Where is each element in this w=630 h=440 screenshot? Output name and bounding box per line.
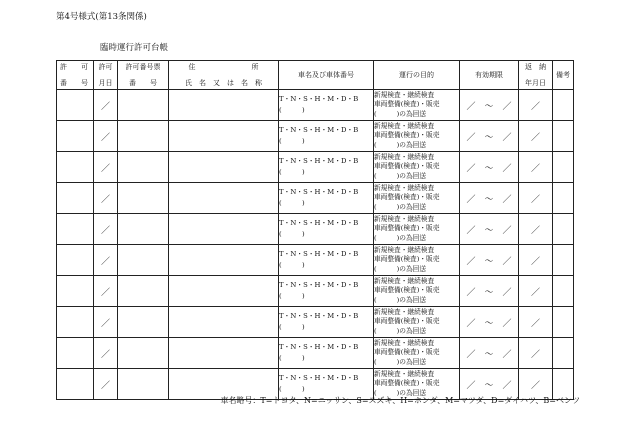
purpose-line: 車両整備(検査)・販売 <box>374 348 440 357</box>
cell-return-date[interactable]: ／ <box>519 276 553 307</box>
purpose-line: 新規検査・継続検査 <box>374 91 435 100</box>
car-paren: ( ) <box>279 292 305 300</box>
cell-validity[interactable]: ／ ～ ／ <box>460 214 519 245</box>
cell-remarks[interactable] <box>553 245 574 276</box>
car-paren: ( ) <box>279 354 305 362</box>
cell-permit-plate-number[interactable] <box>118 307 169 338</box>
purpose-line: 新規検査・継続検査 <box>374 246 435 255</box>
purpose-line: ( )の為回送 <box>374 264 427 273</box>
purpose-line: 車両整備(検査)・販売 <box>374 317 440 326</box>
purpose-line: 車両整備(検査)・販売 <box>374 255 440 264</box>
purpose-line: ( )の為回送 <box>374 357 427 366</box>
car-paren: ( ) <box>279 137 305 145</box>
car-letters: T・N・S・H・M・D・B <box>279 281 359 289</box>
table-row <box>57 338 574 369</box>
purpose-line: 車両整備(検査)・販売 <box>374 131 440 140</box>
cell-purpose[interactable] <box>374 276 460 307</box>
purpose-line: ( )の為回送 <box>374 140 427 149</box>
cell-permit-date[interactable]: ／ <box>94 245 118 276</box>
cell-return-date[interactable]: ／ <box>519 369 553 400</box>
header-validity: 有効期限 <box>460 61 519 90</box>
cell-address-name[interactable] <box>169 245 279 276</box>
cell-permit-date[interactable]: ／ <box>94 338 118 369</box>
cell-validity[interactable]: ／ ～ ／ <box>460 276 519 307</box>
car-paren: ( ) <box>279 230 305 238</box>
car-letters: T・N・S・H・M・D・B <box>279 95 359 103</box>
header-permit-date: 許可 月日 <box>94 61 118 90</box>
cell-permit-date[interactable]: ／ <box>94 307 118 338</box>
header-return-date: 返 納 年月日 <box>519 61 553 90</box>
cell-car-name-body-number[interactable] <box>279 338 374 369</box>
header-permit-number: 許 可 番 号 <box>57 61 94 90</box>
header-address-name: 住 所 氏 名 又 は 名 称 <box>169 61 279 90</box>
cell-validity[interactable]: ／ ～ ／ <box>460 245 519 276</box>
car-paren: ( ) <box>279 385 305 393</box>
purpose-line: 車両整備(検査)・販売 <box>374 100 440 109</box>
purpose-line: 車両整備(検査)・販売 <box>374 193 440 202</box>
cell-permit-number[interactable] <box>57 338 94 369</box>
cell-permit-plate-number[interactable] <box>118 338 169 369</box>
purpose-line: 新規検査・継続検査 <box>374 184 435 193</box>
cell-address-name[interactable] <box>169 307 279 338</box>
cell-permit-date[interactable]: ／ <box>94 152 118 183</box>
cell-purpose[interactable] <box>374 152 460 183</box>
cell-permit-date[interactable]: ／ <box>94 121 118 152</box>
cell-permit-number[interactable] <box>57 121 94 152</box>
cell-remarks[interactable] <box>553 338 574 369</box>
purpose-line: 新規検査・継続検査 <box>374 153 435 162</box>
cell-car-name-body-number[interactable] <box>279 183 374 214</box>
purpose-line: 車両整備(検査)・販売 <box>374 379 440 388</box>
cell-car-name-body-number[interactable] <box>279 214 374 245</box>
header-purpose: 運行の目的 <box>374 61 460 90</box>
car-letters: T・N・S・H・M・D・B <box>279 343 359 351</box>
cell-return-date[interactable]: ／ <box>519 121 553 152</box>
header-car-name-body-number: 車名及び車体番号 <box>279 61 374 90</box>
cell-address-name[interactable] <box>169 276 279 307</box>
car-letters: T・N・S・H・M・D・B <box>279 250 359 258</box>
purpose-line: 新規検査・継続検査 <box>374 308 435 317</box>
purpose-line: ( )の為回送 <box>374 295 427 304</box>
car-letters: T・N・S・H・M・D・B <box>279 157 359 165</box>
cell-purpose[interactable] <box>374 214 460 245</box>
cell-remarks[interactable] <box>553 152 574 183</box>
purpose-line: ( )の為回送 <box>374 171 427 180</box>
cell-permit-number[interactable] <box>57 152 94 183</box>
cell-car-name-body-number[interactable] <box>279 152 374 183</box>
cell-return-date[interactable]: ／ <box>519 90 553 121</box>
cell-remarks[interactable] <box>553 276 574 307</box>
cell-car-name-body-number[interactable] <box>279 121 374 152</box>
car-paren: ( ) <box>279 261 305 269</box>
table-row <box>57 121 574 152</box>
cell-permit-plate-number[interactable] <box>118 214 169 245</box>
cell-validity[interactable]: ／ ～ ／ <box>460 307 519 338</box>
table-row <box>57 245 574 276</box>
cell-permit-plate-number[interactable] <box>118 369 169 400</box>
cell-purpose[interactable] <box>374 90 460 121</box>
cell-permit-date[interactable]: ／ <box>94 183 118 214</box>
table-row <box>57 307 574 338</box>
cell-permit-plate-number[interactable] <box>118 276 169 307</box>
header-row <box>57 61 574 90</box>
cell-permit-number[interactable] <box>57 369 94 400</box>
purpose-line: ( )の為回送 <box>374 388 427 397</box>
cell-purpose[interactable] <box>374 183 460 214</box>
cell-remarks[interactable] <box>553 307 574 338</box>
purpose-line: 新規検査・継続検査 <box>374 215 435 224</box>
car-paren: ( ) <box>279 323 305 331</box>
cell-permit-plate-number[interactable] <box>118 245 169 276</box>
cell-permit-date[interactable]: ／ <box>94 369 118 400</box>
cell-validity[interactable]: ／ ～ ／ <box>460 121 519 152</box>
cell-permit-date[interactable]: ／ <box>94 90 118 121</box>
purpose-line: ( )の為回送 <box>374 202 427 211</box>
cell-car-name-body-number[interactable] <box>279 276 374 307</box>
cell-permit-plate-number[interactable] <box>118 152 169 183</box>
table-row <box>57 276 574 307</box>
purpose-line: 車両整備(検査)・販売 <box>374 286 440 295</box>
cell-validity[interactable]: ／ ～ ／ <box>460 183 519 214</box>
cell-return-date[interactable]: ／ <box>519 307 553 338</box>
cell-car-name-body-number[interactable] <box>279 307 374 338</box>
permit-ledger-table <box>56 60 574 400</box>
purpose-line: 新規検査・継続検査 <box>374 277 435 286</box>
car-abbreviation-legend: 車名略号：T=トヨタ、N=ニッサン、S=スズキ、H=ホンダ、M=マツダ、D=ダイハツ、B=ベンツ <box>220 396 580 405</box>
car-paren: ( ) <box>279 106 305 114</box>
purpose-line: 新規検査・継続検査 <box>374 339 435 348</box>
cell-return-date[interactable]: ／ <box>519 183 553 214</box>
purpose-line: 車両整備(検査)・販売 <box>374 162 440 171</box>
car-letters: T・N・S・H・M・D・B <box>279 126 359 134</box>
table-row <box>57 214 574 245</box>
cell-remarks[interactable] <box>553 183 574 214</box>
cell-address-name[interactable] <box>169 152 279 183</box>
car-letters: T・N・S・H・M・D・B <box>279 188 359 196</box>
cell-permit-plate-number[interactable] <box>118 183 169 214</box>
cell-address-name[interactable] <box>169 183 279 214</box>
cell-validity[interactable]: ／ ～ ／ <box>460 369 519 400</box>
car-letters: T・N・S・H・M・D・B <box>279 374 359 382</box>
ledger-body <box>57 90 574 400</box>
form-number: 第4号様式(第13条関係) <box>56 12 147 22</box>
car-letters: T・N・S・H・M・D・B <box>279 312 359 320</box>
cell-permit-number[interactable] <box>57 276 94 307</box>
ledger-title: 臨時運行許可台帳 <box>100 43 169 53</box>
header-permit-plate-number: 許可番号票 番 号 <box>118 61 169 90</box>
purpose-line: ( )の為回送 <box>374 233 427 242</box>
purpose-line: ( )の為回送 <box>374 109 427 118</box>
cell-permit-number[interactable] <box>57 245 94 276</box>
cell-permit-plate-number[interactable] <box>118 121 169 152</box>
purpose-line: 車両整備(検査)・販売 <box>374 224 440 233</box>
cell-purpose[interactable] <box>374 338 460 369</box>
cell-purpose[interactable] <box>374 121 460 152</box>
purpose-line: 新規検査・継続検査 <box>374 122 435 131</box>
cell-remarks[interactable] <box>553 90 574 121</box>
cell-permit-date[interactable]: ／ <box>94 276 118 307</box>
car-paren: ( ) <box>279 168 305 176</box>
cell-permit-number[interactable] <box>57 307 94 338</box>
cell-address-name[interactable] <box>169 90 279 121</box>
cell-address-name[interactable] <box>169 214 279 245</box>
cell-return-date[interactable]: ／ <box>519 152 553 183</box>
cell-permit-number[interactable] <box>57 214 94 245</box>
header-remarks: 備考 <box>553 61 574 90</box>
table-row <box>57 152 574 183</box>
cell-remarks[interactable] <box>553 121 574 152</box>
purpose-line: 新規検査・継続検査 <box>374 370 435 379</box>
cell-validity[interactable]: ／ ～ ／ <box>460 152 519 183</box>
cell-return-date[interactable]: ／ <box>519 214 553 245</box>
cell-permit-date[interactable]: ／ <box>94 214 118 245</box>
cell-permit-number[interactable] <box>57 183 94 214</box>
cell-permit-plate-number[interactable] <box>118 90 169 121</box>
cell-car-name-body-number[interactable] <box>279 90 374 121</box>
cell-purpose[interactable] <box>374 307 460 338</box>
car-letters: T・N・S・H・M・D・B <box>279 219 359 227</box>
cell-address-name[interactable] <box>169 338 279 369</box>
cell-remarks[interactable] <box>553 214 574 245</box>
car-paren: ( ) <box>279 199 305 207</box>
cell-return-date[interactable]: ／ <box>519 338 553 369</box>
table-row <box>57 183 574 214</box>
cell-car-name-body-number[interactable] <box>279 245 374 276</box>
cell-return-date[interactable]: ／ <box>519 245 553 276</box>
cell-validity[interactable]: ／ ～ ／ <box>460 90 519 121</box>
purpose-line: ( )の為回送 <box>374 326 427 335</box>
table-row <box>57 90 574 121</box>
cell-permit-number[interactable] <box>57 90 94 121</box>
cell-purpose[interactable] <box>374 245 460 276</box>
cell-address-name[interactable] <box>169 121 279 152</box>
cell-validity[interactable]: ／ ～ ／ <box>460 338 519 369</box>
